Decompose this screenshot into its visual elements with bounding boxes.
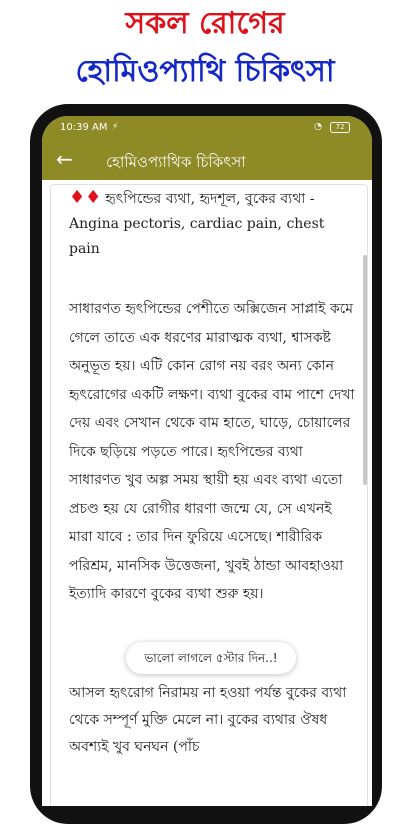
promo-title-line2: হোমিওপ্যাথি চিকিৎসা [75, 54, 335, 89]
status-time: 10:39 AM [60, 122, 108, 133]
app-title: হোমিওপ্যাথিক চিকিৎসা [106, 153, 246, 171]
signal-icon: ⚡ [112, 122, 119, 132]
article-paragraph-2: আসল হৃৎরোগ নিরাময় না হওয়া পর্যন্ত বুকের ব্যথা থেকে সম্পূর্ণ মুক্তি মেলে না। বুকের ব্যথার ঔষধ অবশ্যই খুব ঘনঘন (পাঁচ [69, 685, 347, 755]
back-arrow-icon[interactable]: ← [56, 147, 73, 171]
status-bar [42, 116, 372, 140]
article-heading-text: হৃৎপিন্ডের ব্যথা, হৃদশূল, বুকের ব্যথা - Angina pectoris, cardiac pain, chest pain [69, 191, 325, 257]
promo-title-line1: সকল রোগের [125, 6, 285, 41]
phone-screen [42, 116, 372, 806]
article-card[interactable] [50, 184, 368, 806]
wifi-icon: ◔ [314, 122, 322, 132]
app-bar [42, 140, 372, 180]
rating-toast: ভালো লাগলে ৫স্টার দিন..! [126, 642, 296, 674]
diamond-icon: ♦♦ [69, 187, 102, 208]
article-paragraph-1: সাধারণত হৃৎপিন্ডের পেশীতে অক্সিজেন সাপ্লাই কমে গেলে তাতে এক ধরণের মারাত্মক ব্যথা, শ্বাসকষ্ট অনুভূত হয়। এটি কোন রোগ নয় বরং অন্য কোন হৃৎরোগের একটি লক্ষণ। ব্যথা বুকের বাম পাশে দেখা দেয় এবং সেখান থেকে বাম হাতে, ঘাড়ে, চোয়ালের দিকে ছড়িয়ে পড়তে পারে। হৃৎপিন্ডের ব্যথা সাধারণত খুব অল্প সময় স্থায়ী হয় এবং ব্যথা এতো প্রচণ্ড হয় যে রোগীর ধারণা জন্মে যে, সে এখনই মারা যাবে : তার দিন ফুরিয়ে এসেছে। শারীরিক পরিশ্রম, মানসিক উত্তেজনা, খুবই ঠান্ডা আবহাওয়া ইত্যাদি কারণে বুকের ব্যথা শুরু হয়। [69, 301, 355, 602]
scrollbar[interactable] [363, 255, 367, 485]
article-heading [69, 185, 355, 262]
battery-icon: 72 [330, 122, 350, 133]
